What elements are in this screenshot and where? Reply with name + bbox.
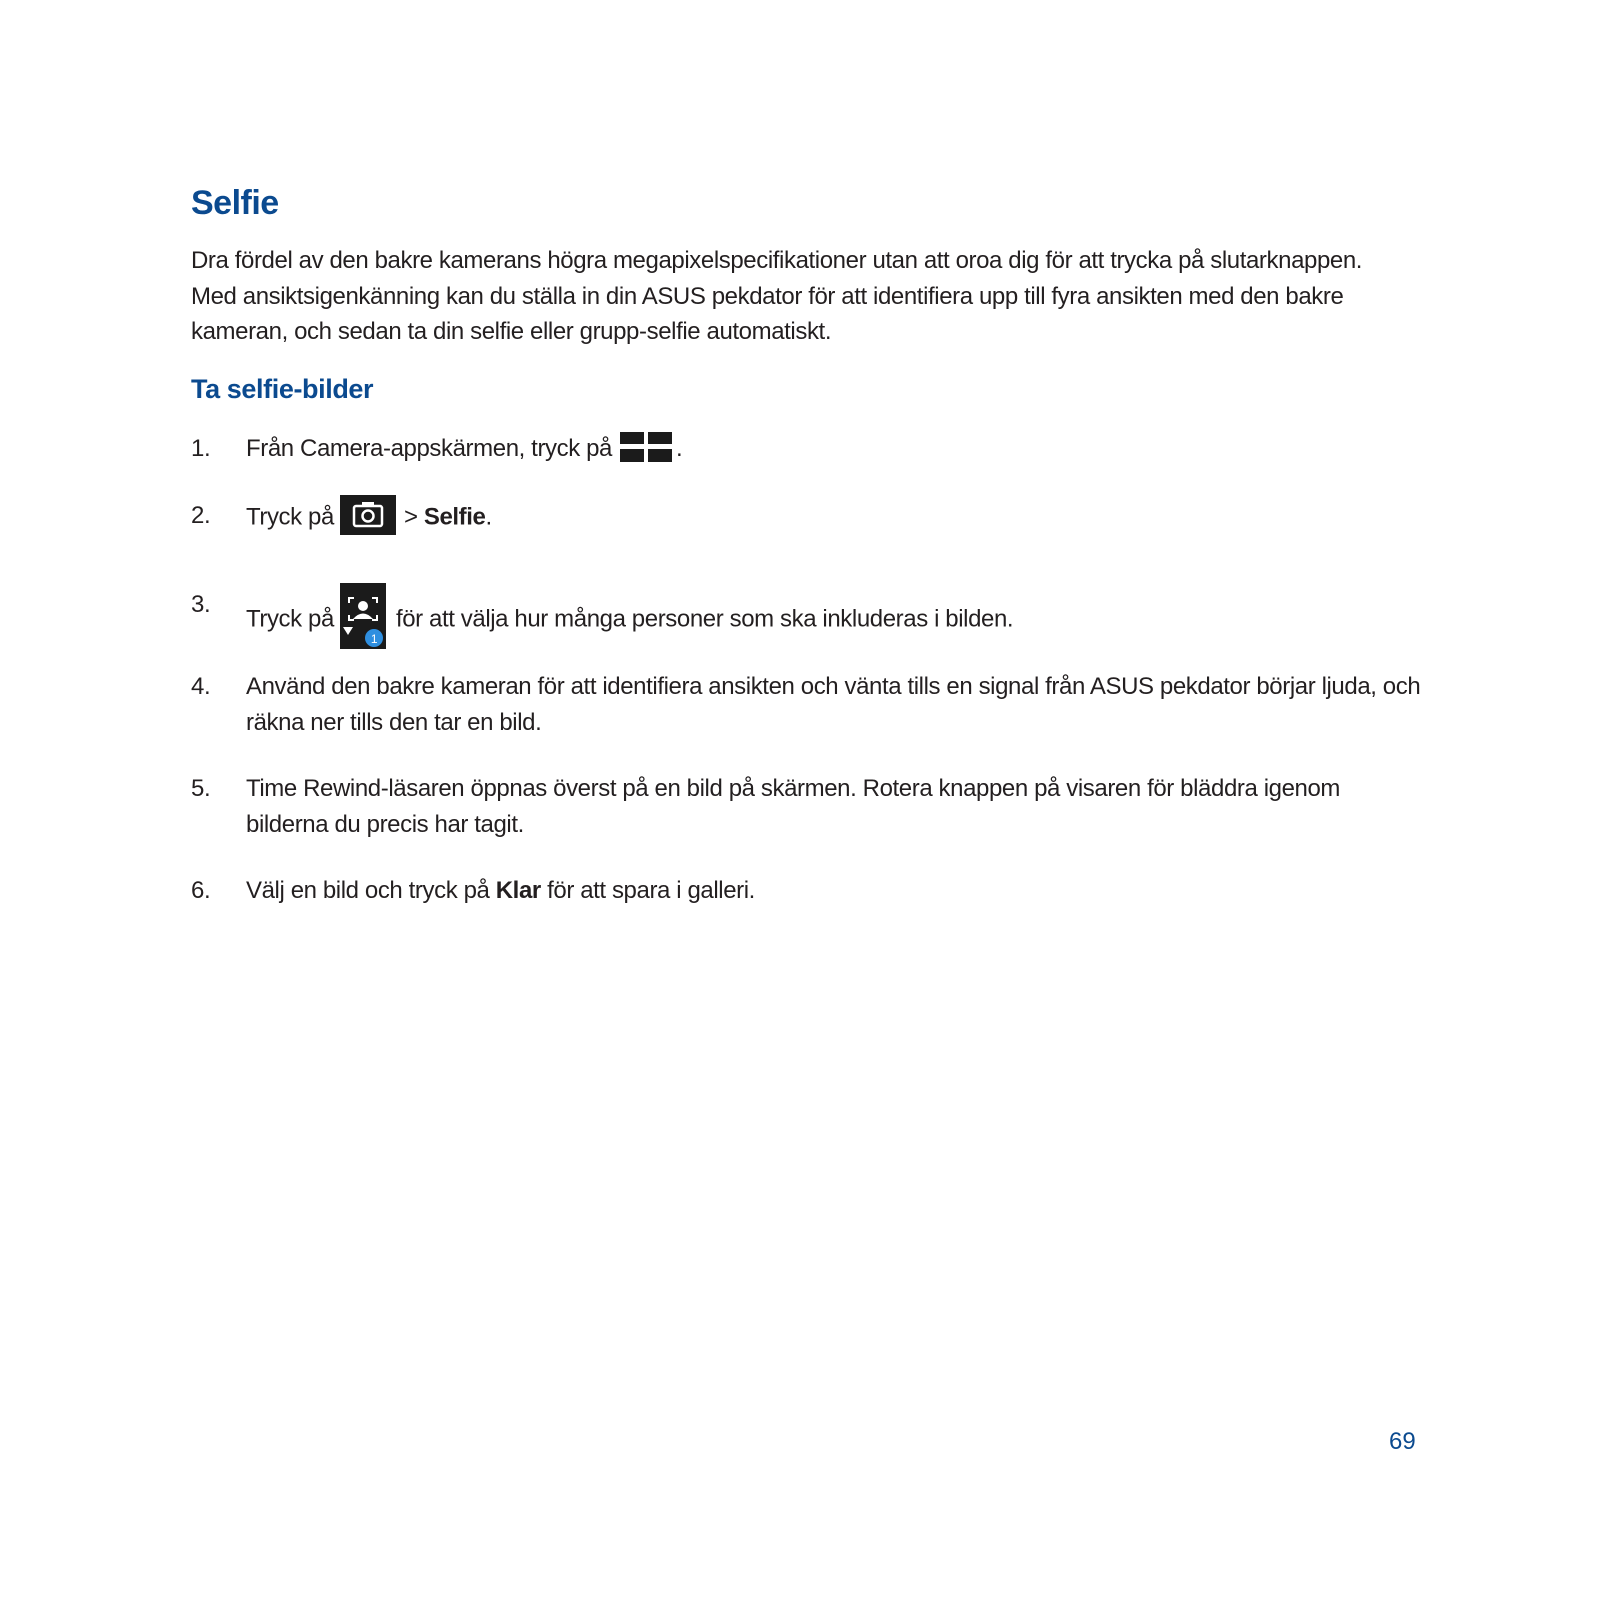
step-number: 3. [191, 591, 211, 618]
step-text [246, 498, 1421, 538]
step-6 [191, 873, 1421, 909]
step-number: 4. [191, 673, 211, 700]
step-1 [191, 431, 1421, 467]
face-count-icon [340, 583, 386, 649]
step-text-after: . [485, 503, 492, 531]
step-text-before: Från Camera-appskärmen, tryck på [246, 435, 612, 462]
step-text-before: Tryck på [246, 605, 334, 633]
menu-grid-icon [620, 432, 672, 462]
step-3 [191, 587, 1421, 653]
step-number: 1. [191, 435, 211, 462]
step-text [246, 873, 1421, 909]
step-number: 5. [191, 775, 211, 802]
step-text: Time Rewind-läsaren öppnas överst på en bild på skärmen. Rotera knappen på visaren för bläddra igenom bilderna du precis har tagit. [246, 775, 1341, 838]
page-number: 69 [1389, 1428, 1416, 1455]
step-2 [191, 498, 1421, 538]
face-count-badge: 1 [370, 632, 378, 646]
step-text [246, 431, 1421, 467]
step-text-before: Välj en bild och tryck på [246, 877, 490, 904]
step-text-after: . [676, 435, 683, 462]
camera-mode-icon [340, 495, 396, 535]
step-number: 6. [191, 877, 211, 904]
step-separator: > [403, 503, 418, 531]
step-text [246, 587, 1421, 653]
intro-paragraph: Dra fördel av den bakre kamerans högra megapixelspecifikationer utan att oroa dig för att trycka på slutarknappen. Med ansiktsigenkänning kan du ställa in din ASUS pekdator för att identifiera upp till fyra ansikten med den bakre kameran, och sedan ta din selfie eller grupp-selfie automatiskt. [191, 247, 1363, 345]
step-number: 2. [191, 502, 211, 529]
step-text-after: för att spara i galleri. [547, 877, 755, 904]
step-text-after: för att välja hur många personer som ska inkluderas i bilden. [395, 605, 1014, 633]
step-5 [191, 771, 1421, 842]
page-title: Selfie [191, 184, 279, 222]
step-text-before: Tryck på [246, 503, 334, 531]
step-text: Använd den bakre kameran för att identifiera ansikten och vänta tills en signal från ASUS pekdator börjar ljuda, och räkna ner tills den tar en bild. [246, 673, 1421, 736]
selfie-mode-label: Selfie [423, 503, 486, 531]
step-4 [191, 669, 1421, 740]
section-title: Ta selfie-bilder [191, 374, 374, 404]
done-label: Klar [495, 877, 541, 904]
